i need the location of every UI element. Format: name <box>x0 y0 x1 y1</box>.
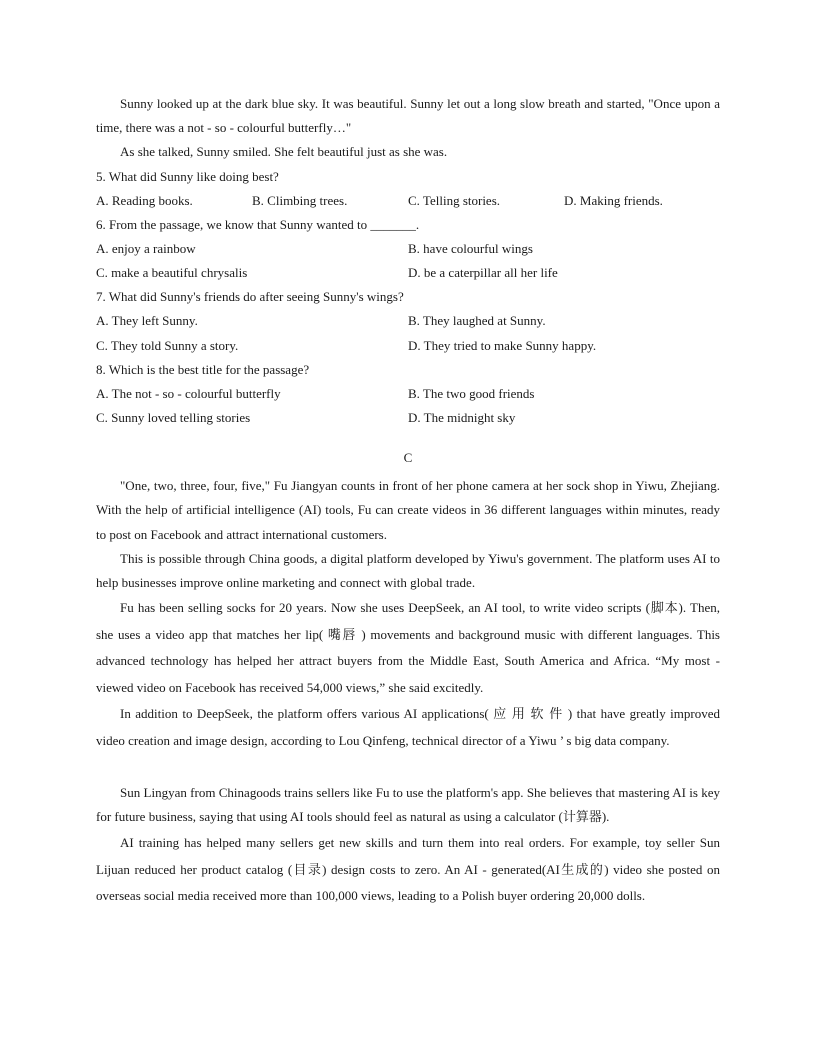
question-5-option-d: D. Making friends. <box>564 193 663 208</box>
question-7-stem: 7. What did Sunny's friends do after seeing Sunny's wings? <box>96 289 404 304</box>
question-6-stem: 6. From the passage, we know that Sunny wanted to _______. <box>96 217 420 232</box>
question-7-option-c: C. They told Sunny a story. <box>96 338 239 353</box>
question-6-option-b: B. have colourful wings <box>408 241 533 256</box>
section-c-paragraph-5: Sun Lingyan from Chinagoods trains sellers like Fu to use the platform's app. She believes that mastering AI is key for future business, saying that using AI tools should feel as natural as using a calculator (计算器). <box>96 785 720 825</box>
section-c-heading: C <box>403 450 413 465</box>
section-c-paragraph-2: This is possible through China goods, a digital platform developed by Yiwu's government. The platform uses AI to help businesses improve online marketing and connect with global trade. <box>96 551 720 591</box>
question-8-option-c: C. Sunny loved telling stories <box>96 410 251 425</box>
question-8-option-b: B. The two good friends <box>408 386 535 401</box>
section-c-paragraph-4: In addition to DeepSeek, the platform offers various AI applications( 应 用 软 件 ) that have greatly improved video creation and image design, according to Lou Qinfeng, technical director of a Yiwu ’ s big data company. <box>96 706 720 748</box>
question-5-stem: 5. What did Sunny like doing best? <box>96 169 279 184</box>
question-7-option-a: A. They left Sunny. <box>96 313 198 328</box>
passage-b-paragraph-1: Sunny looked up at the dark blue sky. It was beautiful. Sunny let out a long slow breath and started, "Once upon a time, there was a not - so - colourful butterfly…" <box>96 96 720 136</box>
question-7-option-b: B. They laughed at Sunny. <box>408 313 546 328</box>
section-c-paragraph-3: Fu has been selling socks for 20 years. Now she uses DeepSeek, an AI tool, to write video scripts (脚本). Then, she uses a video app that matches her lip( 嘴唇 ) movements and background music with different languages. This advanced technology has helped her attract buyers from the Middle East, South America and Africa. “My most - viewed video on Facebook has received 54,000 views,” she said excitedly. <box>96 600 720 695</box>
passage-b-paragraph-2: As she talked, Sunny smiled. She felt beautiful just as she was. <box>120 144 448 159</box>
section-c-paragraph-6: AI training has helped many sellers get new skills and turn them into real orders. For example, toy seller Sun Lijuan reduced her product catalog (目录) design costs to zero. An AI - generated(AI生成的) video she posted on overseas social media received more than 100,000 views, leading to a Polish buyer ordering 20,000 dolls. <box>96 835 720 903</box>
question-5-option-b: B. Climbing trees. <box>252 193 348 208</box>
question-6-option-c: C. make a beautiful chrysalis <box>96 265 248 280</box>
question-6-option-a: A. enjoy a rainbow <box>96 241 196 256</box>
question-8-option-a: A. The not - so - colourful butterfly <box>96 386 281 401</box>
section-c-paragraph-1: "One, two, three, four, five," Fu Jiangyan counts in front of her phone camera at her sock shop in Yiwu, Zhejiang. With the help of artificial intelligence (AI) tools, Fu can create videos in 36 different languages within minutes, ready to post on Facebook and attract international customers. <box>96 478 720 542</box>
question-7-option-d: D. They tried to make Sunny happy. <box>408 338 597 353</box>
question-8-option-d: D. The midnight sky <box>408 410 516 425</box>
question-5-option-a: A. Reading books. <box>96 193 193 208</box>
question-8-stem: 8. Which is the best title for the passage? <box>96 362 310 377</box>
question-5-option-c: C. Telling stories. <box>408 193 501 208</box>
question-6-option-d: D. be a caterpillar all her life <box>408 265 558 280</box>
